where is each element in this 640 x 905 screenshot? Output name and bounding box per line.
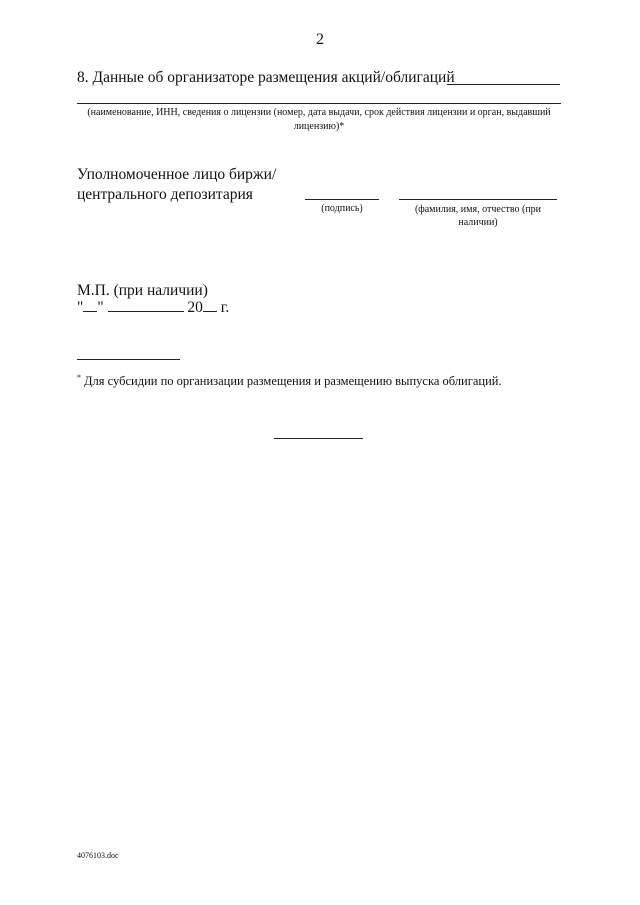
- section-title: 8. Данные об организаторе размещения акций/облигаций: [77, 69, 455, 86]
- authorized-person-line2: центрального депозитария: [77, 186, 253, 203]
- footnote-marker: *: [77, 373, 81, 382]
- date-open-quote: ": [77, 299, 84, 316]
- full-name-blank-line: [399, 199, 557, 200]
- title-blank-line: [447, 84, 560, 85]
- year-suffix: г.: [220, 299, 230, 316]
- day-blank: [83, 299, 97, 312]
- full-name-caption: (фамилия, имя, отчество (при наличии): [414, 204, 542, 228]
- year-blank: [203, 299, 217, 312]
- stamp-label: М.П. (при наличии): [77, 282, 208, 299]
- signature-blank-line: [305, 199, 379, 200]
- page-number: 2: [316, 31, 324, 48]
- end-divider: [274, 438, 363, 439]
- authorized-person-line1: Уполномоченное лицо биржи/: [77, 166, 277, 183]
- footnote: [77, 373, 502, 389]
- signature-caption: (подпись): [321, 203, 363, 214]
- date-line: [77, 299, 229, 317]
- date-close-quote: ": [97, 299, 104, 316]
- year-prefix: 20: [187, 299, 203, 316]
- document-id: 4076103.doc: [77, 851, 119, 860]
- footnote-divider: [77, 359, 180, 360]
- organizer-caption: (наименование, ИНН, сведения о лицензии (номер, дата выдачи, срок действия лицензии и орган, выдавший лицензию)*: [87, 107, 551, 132]
- month-blank: [108, 299, 184, 312]
- footnote-text: Для субсидии по организации размещения и размещению выпуска облигаций.: [84, 374, 502, 389]
- organizer-blank-line: [77, 103, 561, 104]
